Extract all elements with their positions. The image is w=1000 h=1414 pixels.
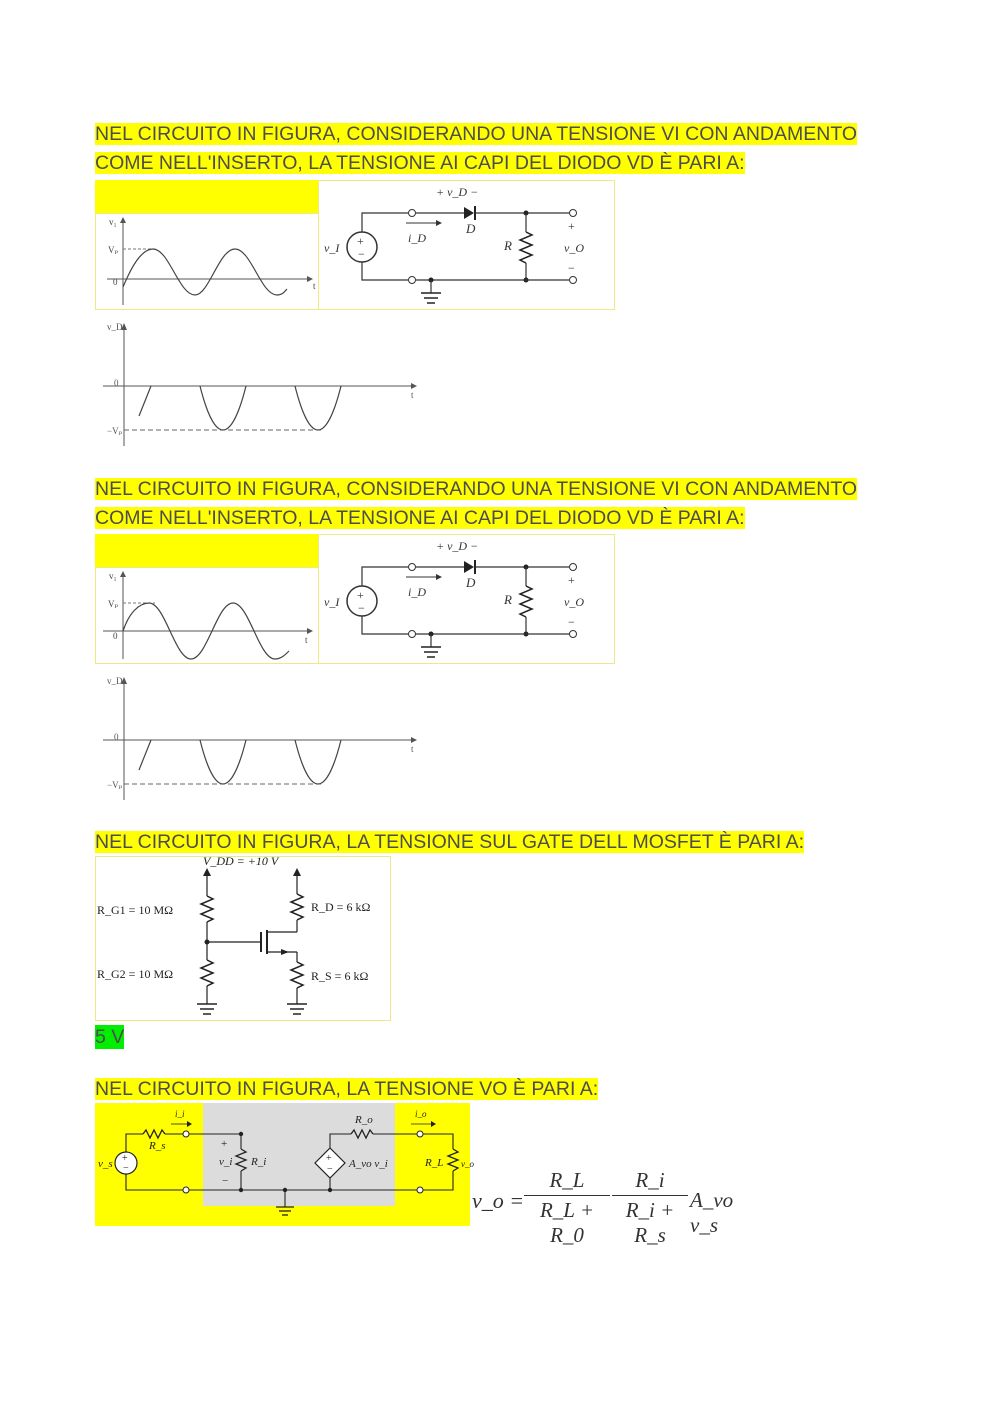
- answer-y-label: v_D: [107, 322, 123, 332]
- formula-fraction-1: [524, 1168, 610, 1248]
- answer-t-label: t: [411, 744, 414, 754]
- svg-text:+: +: [357, 588, 364, 602]
- d-label: D: [466, 575, 476, 590]
- svg-text:−: −: [358, 247, 365, 261]
- question-1-answer-graph: [95, 318, 425, 453]
- inset-t-label: t: [313, 281, 316, 291]
- dep-label: A_vo v_i: [349, 1158, 388, 1170]
- ri-label: R_i: [251, 1156, 267, 1168]
- ro-label: R_o: [355, 1114, 373, 1126]
- formula-lhs: v_o =: [472, 1188, 525, 1213]
- svg-text:−: −: [222, 1175, 229, 1187]
- inset-zero-label: 0: [113, 631, 118, 641]
- io-label: i_o: [415, 1109, 427, 1119]
- rg2-label: R_G2 = 10 MΩ: [97, 967, 174, 981]
- question-4-line-1: NEL CIRCUITO IN FIGURA, LA TENSIONE VO È PARI A:: [95, 1078, 599, 1100]
- question-1-diode-circuit: [318, 180, 615, 310]
- question-1-highlight-block: [95, 180, 318, 215]
- question-2-line-1: NEL CIRCUITO IN FIGURA, CONSIDERANDO UNA TENSIONE VI CON ANDAMENTO: [95, 478, 858, 500]
- id-label: i_D: [408, 585, 426, 599]
- formula-fraction-2: [612, 1168, 688, 1248]
- question-3-mosfet-circuit: [95, 856, 391, 1022]
- formula-den-2: R_i + R_s: [625, 1198, 675, 1247]
- vo-label: v_o: [461, 1159, 474, 1169]
- question-2-diode-circuit: [318, 534, 615, 664]
- vo-label: v_O: [564, 595, 584, 609]
- question-2-highlight-block: [95, 534, 318, 569]
- vo-minus: −: [568, 261, 575, 275]
- rs-label: R_S = 6 kΩ: [311, 969, 369, 983]
- svg-text:−: −: [358, 601, 365, 615]
- rl-label: R_L: [425, 1157, 444, 1169]
- question-2-line-2: COME NELL'INSERTO, LA TENSIONE AI CAPI DEL DIODO VD È PARI A:: [95, 507, 745, 529]
- rg1-label: R_G1 = 10 MΩ: [97, 903, 174, 917]
- svg-text:+: +: [357, 234, 364, 248]
- answer-t-label: t: [411, 390, 414, 400]
- vi-label: v_I: [324, 595, 340, 609]
- ii-label: i_i: [175, 1109, 185, 1119]
- rd-label: R_D = 6 kΩ: [311, 900, 371, 914]
- question-2-answer-graph: [95, 672, 425, 807]
- vo-plus: +: [568, 573, 575, 587]
- rs-label: R_s: [149, 1140, 166, 1152]
- inset-peak-label: Vₚ: [108, 245, 119, 255]
- d-label: D: [466, 221, 476, 236]
- inset-t-label: t: [305, 635, 308, 645]
- vo-minus: −: [568, 615, 575, 629]
- inset-y-label: v₁: [109, 571, 117, 581]
- vdd-label: V_DD = +10 V: [203, 854, 279, 868]
- inset-peak-label: Vₚ: [108, 599, 119, 609]
- question-4-amplifier-circuit: [95, 1103, 474, 1226]
- svg-text:−: −: [327, 1164, 333, 1175]
- inset-y-label: v₁: [109, 217, 117, 227]
- question-2-prompt: [95, 475, 857, 533]
- question-3-line-1: NEL CIRCUITO IN FIGURA, LA TENSIONE SUL GATE DELL MOSFET È PARI A:: [95, 831, 805, 853]
- vd-label: + v_D −: [436, 185, 479, 199]
- r-label: R: [504, 592, 512, 607]
- svg-text:−: −: [123, 1163, 129, 1174]
- vo-label: v_O: [564, 241, 584, 255]
- question-3-answer: 5 V: [95, 1026, 125, 1048]
- question-1-line-2: COME NELL'INSERTO, LA TENSIONE AI CAPI DEL DIODO VD È PARI A:: [95, 152, 745, 174]
- svg-text:+: +: [326, 1153, 332, 1164]
- question-4-prompt: [95, 1075, 598, 1104]
- question-1-prompt: [95, 120, 857, 178]
- answer-zero-label: 0: [114, 378, 119, 388]
- svg-text:+: +: [221, 1138, 228, 1150]
- answer-neg-peak-label: −Vₚ: [107, 426, 123, 436]
- answer-y-label: v_D: [107, 676, 123, 686]
- answer-zero-label: 0: [114, 732, 119, 742]
- inset-zero-label: 0: [113, 277, 118, 287]
- formula-tail: A_vo v_s: [690, 1188, 734, 1237]
- question-4-formula: [472, 1168, 762, 1247]
- question-1-inset-graph: [95, 213, 319, 310]
- formula-den-1: R_L + R_0: [539, 1198, 595, 1247]
- svg-text:+: +: [122, 1153, 128, 1164]
- id-label: i_D: [408, 231, 426, 245]
- vi-label: v_I: [324, 241, 340, 255]
- answer-neg-peak-label: −Vₚ: [107, 780, 123, 790]
- vo-plus: +: [568, 219, 575, 233]
- question-3-prompt: [95, 828, 804, 857]
- r-label: R: [504, 238, 512, 253]
- vd-label: + v_D −: [436, 539, 479, 553]
- question-1-line-1: NEL CIRCUITO IN FIGURA, CONSIDERANDO UNA TENSIONE VI CON ANDAMENTO: [95, 123, 858, 145]
- question-2-inset-graph: [95, 567, 319, 664]
- formula-num-1: R_L: [524, 1168, 610, 1196]
- vs-label: v_s: [98, 1158, 113, 1170]
- formula-num-2: R_i: [612, 1168, 688, 1196]
- vi-label: v_i: [219, 1156, 233, 1168]
